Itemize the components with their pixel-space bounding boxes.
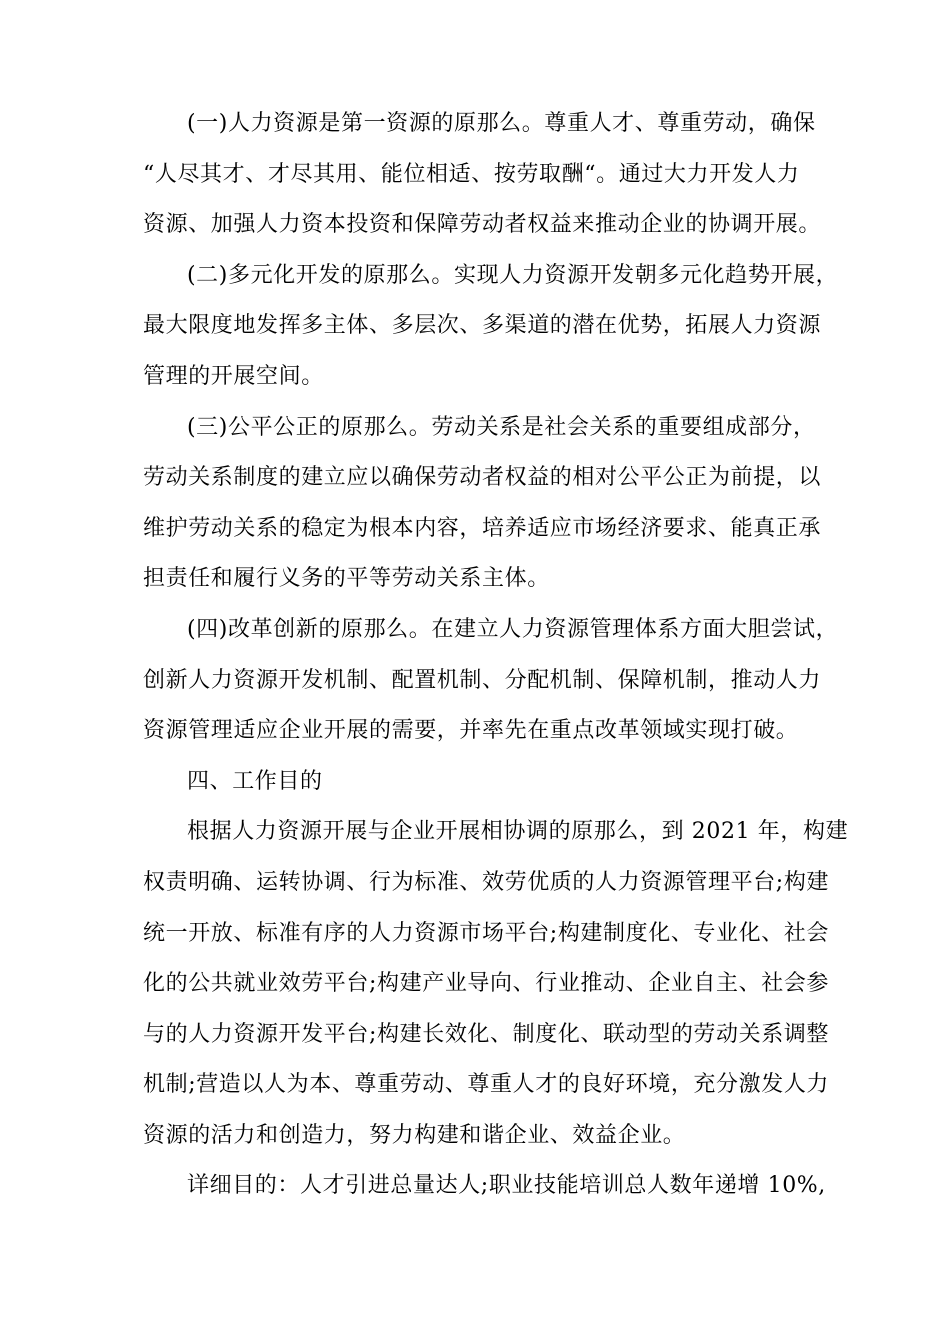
paragraph-3-line-3: 维护劳动关系的稳定为根本内容，培养适应市场经济要求、能真正承 bbox=[143, 515, 822, 541]
paragraph-3-line-1: (三)公平公正的原那么。劳动关系是社会关系的重要组成部分， bbox=[187, 414, 816, 440]
paragraph-5-line-3: 统一开放、标准有序的人力资源市场平台;构建制度化、专业化、社会 bbox=[143, 920, 830, 946]
paragraph-3-line-4: 担责任和履行义务的平等劳动关系主体。 bbox=[143, 566, 550, 592]
paragraph-3-line-2: 劳动关系制度的建立应以确保劳动者权益的相对公平公正为前提，以 bbox=[143, 465, 822, 491]
paragraph-2-line-1: (二)多元化开发的原那么。实现人力资源开发朝多元化趋势开展， bbox=[187, 262, 839, 288]
paragraph-6-line-1: 详细目的：人才引进总量达人;职业技能培训总人数年递增 10%, bbox=[187, 1173, 826, 1199]
body-text bbox=[143, 99, 849, 1212]
paragraph-5-line-7: 资源的活力和创造力，努力构建和谐企业、效益企业。 bbox=[143, 1122, 686, 1148]
paragraph-2-line-3: 管理的开展空间。 bbox=[143, 363, 324, 389]
section-heading: 四、工作目的 bbox=[187, 768, 323, 794]
paragraph-1-line-2: “人尽其才、才尽其用、能位相适、按劳取酬“。通过大力开发人力 bbox=[143, 161, 800, 187]
paragraph-1-line-3: 资源、加强人力资本投资和保障劳动者权益来推动企业的协调开展。 bbox=[143, 212, 822, 238]
paragraph-5-line-2: 权责明确、运转协调、行为标准、效劳优质的人力资源管理平台;构建 bbox=[143, 869, 830, 895]
paragraph-5-line-1: 根据人力资源开展与企业开展相协调的原那么，到 2021 年，构建 bbox=[187, 819, 849, 845]
paragraph-5-line-5: 与的人力资源开发平台;构建长效化、制度化、联动型的劳动关系调整 bbox=[143, 1021, 830, 1047]
paragraph-4-line-2: 创新人力资源开发机制、配置机制、分配机制、保障机制，推动人力 bbox=[143, 667, 822, 693]
paragraph-2-line-2: 最大限度地发挥多主体、多层次、多渠道的潜在优势，拓展人力资源 bbox=[143, 313, 822, 339]
paragraph-4-line-1: (四)改革创新的原那么。在建立人力资源管理体系方面大胆尝试， bbox=[187, 616, 839, 642]
paragraph-4-line-3: 资源管理适应企业开展的需要，并率先在重点改革领域实现打破。 bbox=[143, 718, 799, 744]
paragraph-5-line-6: 机制;营造以人为本、尊重劳动、尊重人才的良好环境，充分激发人力 bbox=[143, 1072, 830, 1098]
paragraph-5-line-4: 化的公共就业效劳平台;构建产业导向、行业推动、企业自主、社会参 bbox=[143, 971, 830, 997]
paragraph-1-line-1: (一)人力资源是第一资源的原那么。尊重人才、尊重劳动，确保 bbox=[187, 111, 816, 136]
